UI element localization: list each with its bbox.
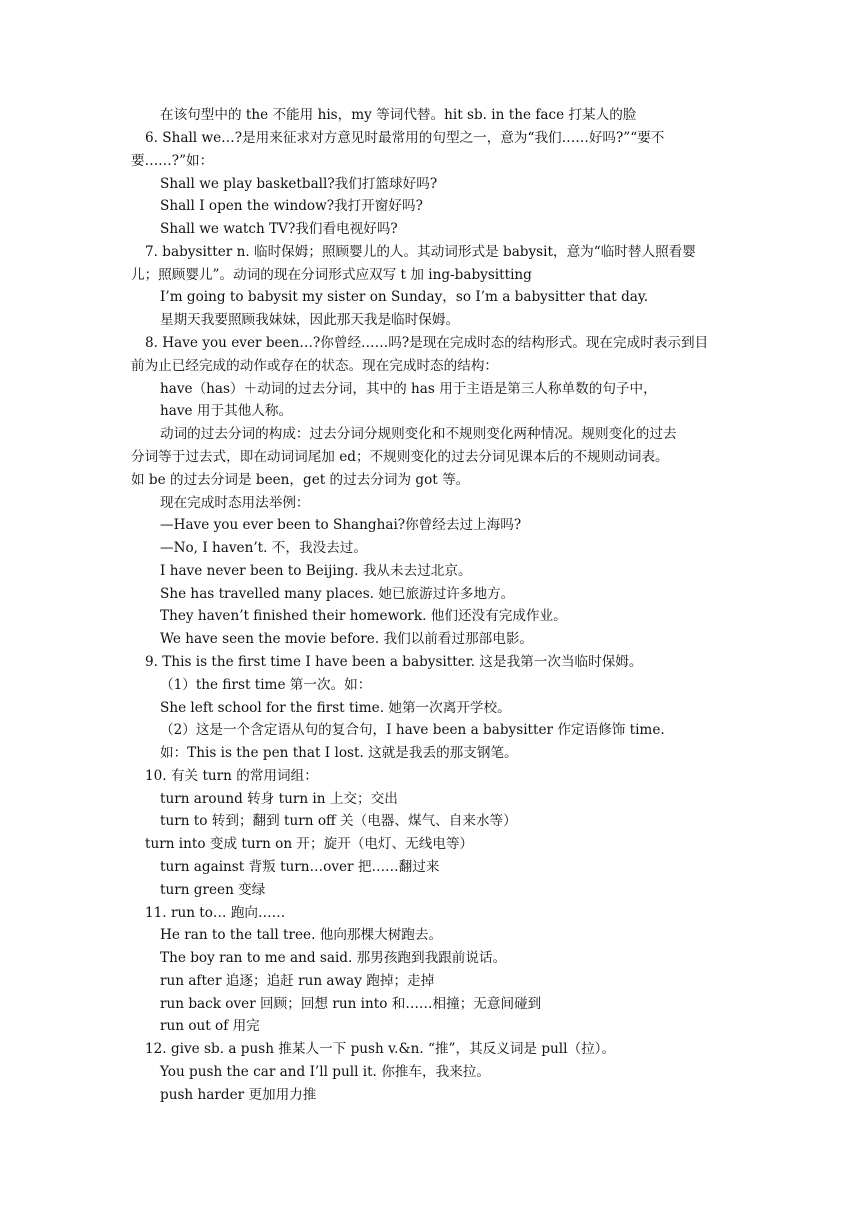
- text-line: 分词等于过去式，即在动词词尾加 ed；不规则变化的过去分词见课本后的不规则动词表。: [131, 449, 669, 465]
- text-line: —Have you ever been to Shanghai?你曾经去过上海吗?: [160, 517, 522, 533]
- text-line: 11. run to… 跑向……: [145, 905, 286, 921]
- text-line: turn to 转到；翻到 turn off 关（电器、煤气、自来水等）: [160, 813, 517, 829]
- text-line: 星期天我要照顾我妹妹，因此那天我是临时保姆。: [160, 312, 460, 328]
- text-line: turn around 转身 turn in 上交；交出: [160, 791, 398, 807]
- text-line: She has travelled many places. 她已旅游过许多地方。: [160, 586, 515, 602]
- text-line: push harder 更加用力推: [160, 1087, 317, 1103]
- text-line: 12. give sb. a push 推某人一下 push v.&n. “推”，其反义词是 pull（拉）。: [145, 1041, 616, 1057]
- text-line: Shall we play basketball?我们打篮球好吗?: [160, 176, 438, 192]
- text-line: We have seen the movie before. 我们以前看过那部电影。: [160, 631, 534, 647]
- text-line: 如 be 的过去分词是 been，get 的过去分词为 got 等。: [131, 472, 470, 488]
- text-line: turn against 背叛 turn…over 把……翻过来: [160, 859, 440, 875]
- text-line: run back over 回顾；回想 run into 和……相撞；无意间碰到: [160, 996, 542, 1012]
- text-line: turn green 变绿: [160, 882, 266, 898]
- text-line: run out of 用完: [160, 1018, 260, 1034]
- text-line: 前为止已经完成的动作或存在的状态。现在完成时态的结构：: [131, 358, 499, 374]
- text-line: 8. Have you ever been…?你曾经……吗?是现在完成时态的结构形式。现在完成时表示到目: [145, 335, 709, 351]
- text-line: You push the car and I’ll pull it. 你推车，我来拉。: [160, 1064, 490, 1080]
- text-line: turn into 变成 turn on 开；旋开（电灯、无线电等）: [145, 836, 474, 852]
- text-line: run after 追逐；追赶 run away 跑掉；走掉: [160, 973, 435, 989]
- text-line: 要……?”如：: [131, 153, 214, 169]
- text-line: The boy ran to me and said. 那男孩跑到我跟前说话。: [160, 950, 507, 966]
- text-line: I’m going to babysit my sister on Sunday，so I’m a babysitter that day.: [160, 289, 649, 305]
- text-line: 现在完成时态用法举例：: [160, 495, 310, 511]
- text-line: Shall I open the window?我打开窗好吗?: [160, 198, 423, 214]
- text-line: They haven’t finished their homework. 他们还没有完成作业。: [160, 608, 567, 624]
- text-line: 10. 有关 turn 的常用词组：: [145, 768, 318, 784]
- text-line: Shall we watch TV?我们看电视好吗?: [160, 221, 398, 237]
- text-line: 在该句型中的 the 不能用 his，my 等词代替。hit sb. in the face 打某人的脸: [160, 107, 637, 123]
- text-line: He ran to the tall tree. 他向那棵大树跑去。: [160, 927, 443, 943]
- text-line: I have never been to Beijing. 我从未去过北京。: [160, 563, 472, 579]
- text-line: 儿；照顾婴儿”。动词的现在分词形式应双写 t 加 ing-babysitting: [131, 267, 532, 283]
- text-line: 如：This is the pen that I lost. 这就是我丢的那支钢笔。: [160, 745, 518, 761]
- text-line: （2）这是一个含定语从句的复合句，I have been a babysitter 作定语修饰 time.: [160, 722, 665, 738]
- text-line: She left school for the first time. 她第一次离开学校。: [160, 700, 511, 716]
- text-line: 9. This is the first time I have been a babysitter. 这是我第一次当临时保姆。: [145, 654, 643, 670]
- text-line: —No, I haven’t. 不，我没去过。: [160, 540, 367, 556]
- text-line: have（has）＋动词的过去分词，其中的 has 用于主语是第三人称单数的句子中，: [160, 381, 657, 397]
- text-line: （1）the first time 第一次。如：: [160, 677, 372, 693]
- text-line: 7. babysitter n. 临时保姆；照顾婴儿的人。其动词形式是 babysit，意为“临时替人照看婴: [145, 244, 696, 260]
- text-line: have 用于其他人称。: [160, 403, 293, 419]
- text-line: 6. Shall we…?是用来征求对方意见时最常用的句型之一，意为“我们……好吗?”“要不: [145, 130, 665, 146]
- text-line: 动词的过去分词的构成：过去分词分规则变化和不规则变化两种情况。规则变化的过去: [160, 426, 677, 442]
